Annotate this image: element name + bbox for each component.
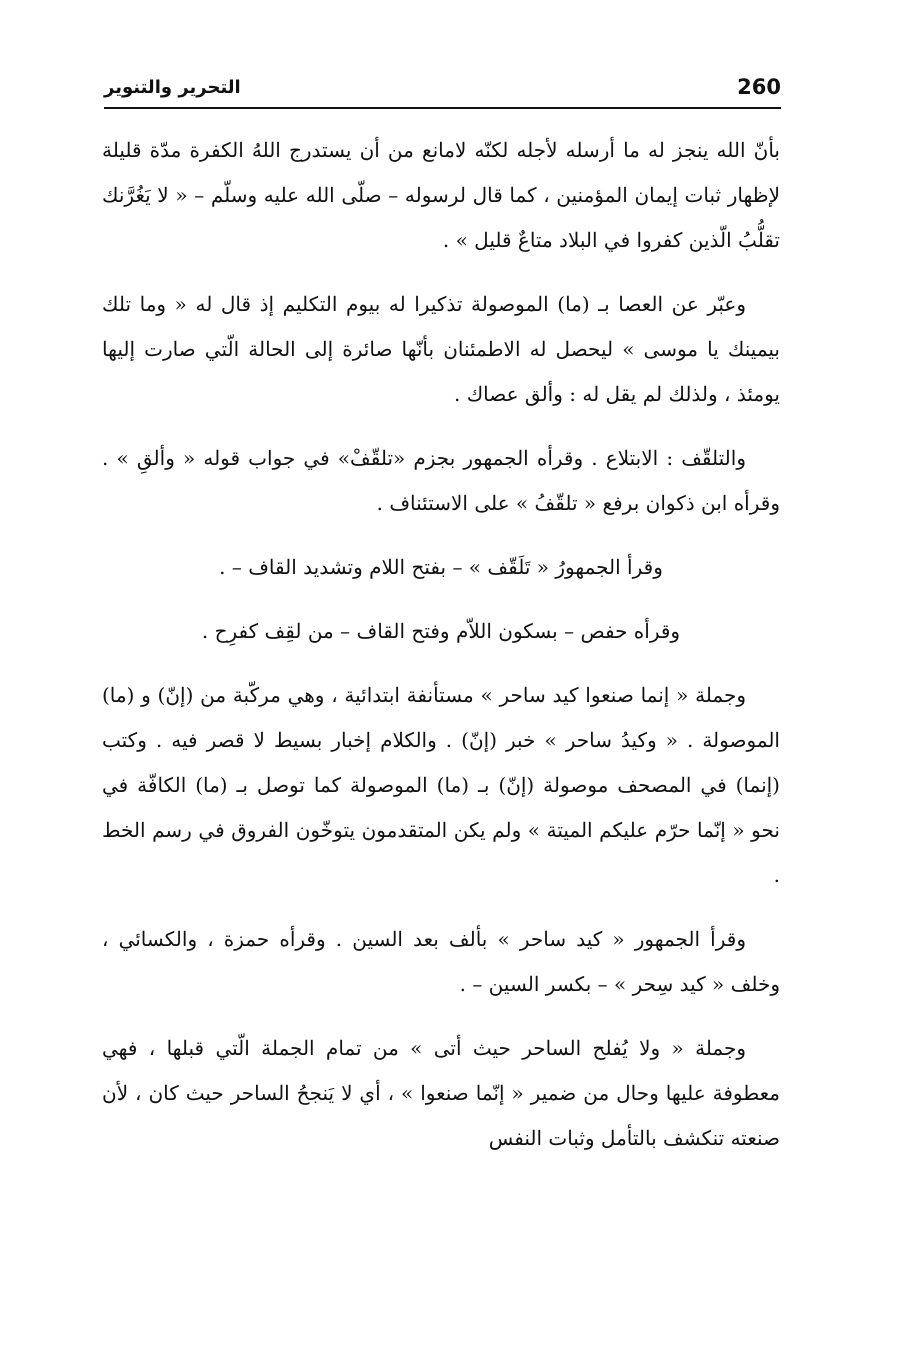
header-divider <box>104 107 781 109</box>
page-number: 260 <box>737 75 781 99</box>
paragraph-la-yuflih: وجملة « ولا يُفلح الساحر حيث أتى » من تمام الجملة الّتي قبلها ، فهي معطوفة عليها وحال من ضمير « إنّما صنعوا » ، أي لا يَنجحُ الساحر حيث كان ، لأن صنعته تنكشف بالتأمل وثبات النفس <box>102 1036 780 1150</box>
paragraph-sentence-analysis: وجملة « إنما صنعوا كيد ساحر » مستأنفة ابتدائية ، وهي مركّبة من (إنّ) و (ما) الموصولة . « وكيدُ ساحر » خبر (إنّ) . والكلام إخبار بسيط لا قصر فيه . وكتب (إنما) في المصحف موصولة (إنّ) بـ (ما) الموصولة كما توصل بـ (ما) الكافّة في نحو « إنّما حرّم عليكم الميتة » ولم يكن المتقدمون يتوخّون الفروق في رسم الخط . <box>102 683 780 887</box>
paragraph-reading-sahir: وقرأ الجمهور « كيد ساحر » بألف بعد السين . وقرأه حمزة ، والكسائي ، وخلف « كيد سِحر » – بكسر السين – . <box>102 927 780 996</box>
running-title: التحرير والتنوير <box>104 77 241 98</box>
paragraph-continuation: بأنّ الله ينجز له ما أرسله لأجله لكنّه لامانع من أن يستدرج اللهُ الكفرة مدّة قليلة لإظهار ثبات إيمان المؤمنين ، كما قال لرسوله – صلّى الله عليه وسلّم – « لا يَغُرَّنك تقلُّبُ الّذين كفروا في البلاد متاعٌ قليل » . <box>102 138 780 252</box>
paragraph-reading-hafs: وقرأه حفص – بسكون اللاّم وفتح القاف – من لقِف كفرِح . <box>201 619 681 643</box>
paragraph-staff-reference: وعبّر عن العصا بـ (ما) الموصولة تذكيرا له بيوم التكليم إذ قال له « وما تلك بيمينك يا موسى » ليحصل له الاطمئنان بأنّها صائرة إلى الحالة الّتي صارت إليها يومئذ ، ولذلك لم يقل له : وألق عصاك . <box>102 292 780 406</box>
paragraph-reading-majority: وقرأ الجمهورُ « تَلَقّف » – بفتح اللام وتشديد القاف – . <box>219 555 663 579</box>
paragraph-talaqqaf-meaning: والتلقّف : الابتلاع . وقرأه الجمهور بجزم «تلقّفْ» في جواب قوله « وألقِ » . وقرأه ابن ذكوان برفع « تلقّفُ » على الاستئناف . <box>102 446 780 515</box>
body-text <box>102 128 780 1180</box>
page-header <box>104 75 781 107</box>
